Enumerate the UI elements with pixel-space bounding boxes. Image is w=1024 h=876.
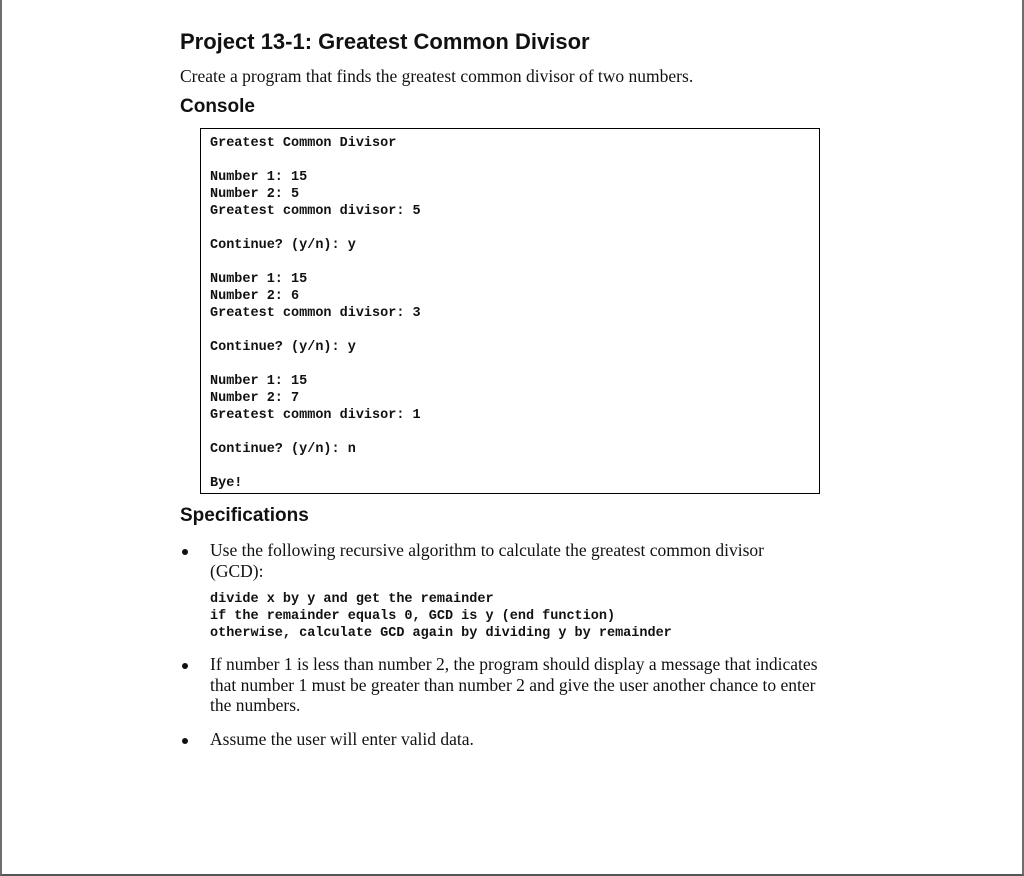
bullet-icon: [182, 549, 188, 555]
algorithm-code: divide x by y and get the remainder if the remainder equals 0, GCD is y (end function) otherwise, calculate GCD again by dividing y by remainder: [210, 592, 672, 641]
bullet-icon: [182, 663, 188, 669]
spec-item-text: Use the following recursive algorithm to calculate the greatest common divisor (GCD):: [210, 540, 765, 581]
specifications-heading: Specifications: [180, 505, 309, 526]
console-heading: Console: [180, 96, 255, 117]
console-output-box: [200, 128, 820, 494]
page-title: Project 13-1: Greatest Common Divisor: [180, 29, 590, 54]
console-output-text: Greatest Common Divisor Number 1: 15 Number 2: 5 Greatest common divisor: 5 Continue? (y/n): y Number 1: 15 Number 2: 6 Greatest common divisor: 3 Continue? (y/n): y Number 1: 15 Number 2: 7 Greatest common divisor: 1 Continue? (y/n): n Bye!: [210, 136, 421, 491]
spec-item-text: Assume the user will enter valid data.: [210, 729, 474, 749]
spec-item-text: If number 1 is less than number 2, the program should display a message that indicates that number 1 must be greater than number 2 and give the user another chance to enter the numbers.: [210, 654, 818, 715]
intro-paragraph: Create a program that finds the greatest common divisor of two numbers.: [180, 66, 694, 86]
bullet-icon: [182, 738, 188, 744]
